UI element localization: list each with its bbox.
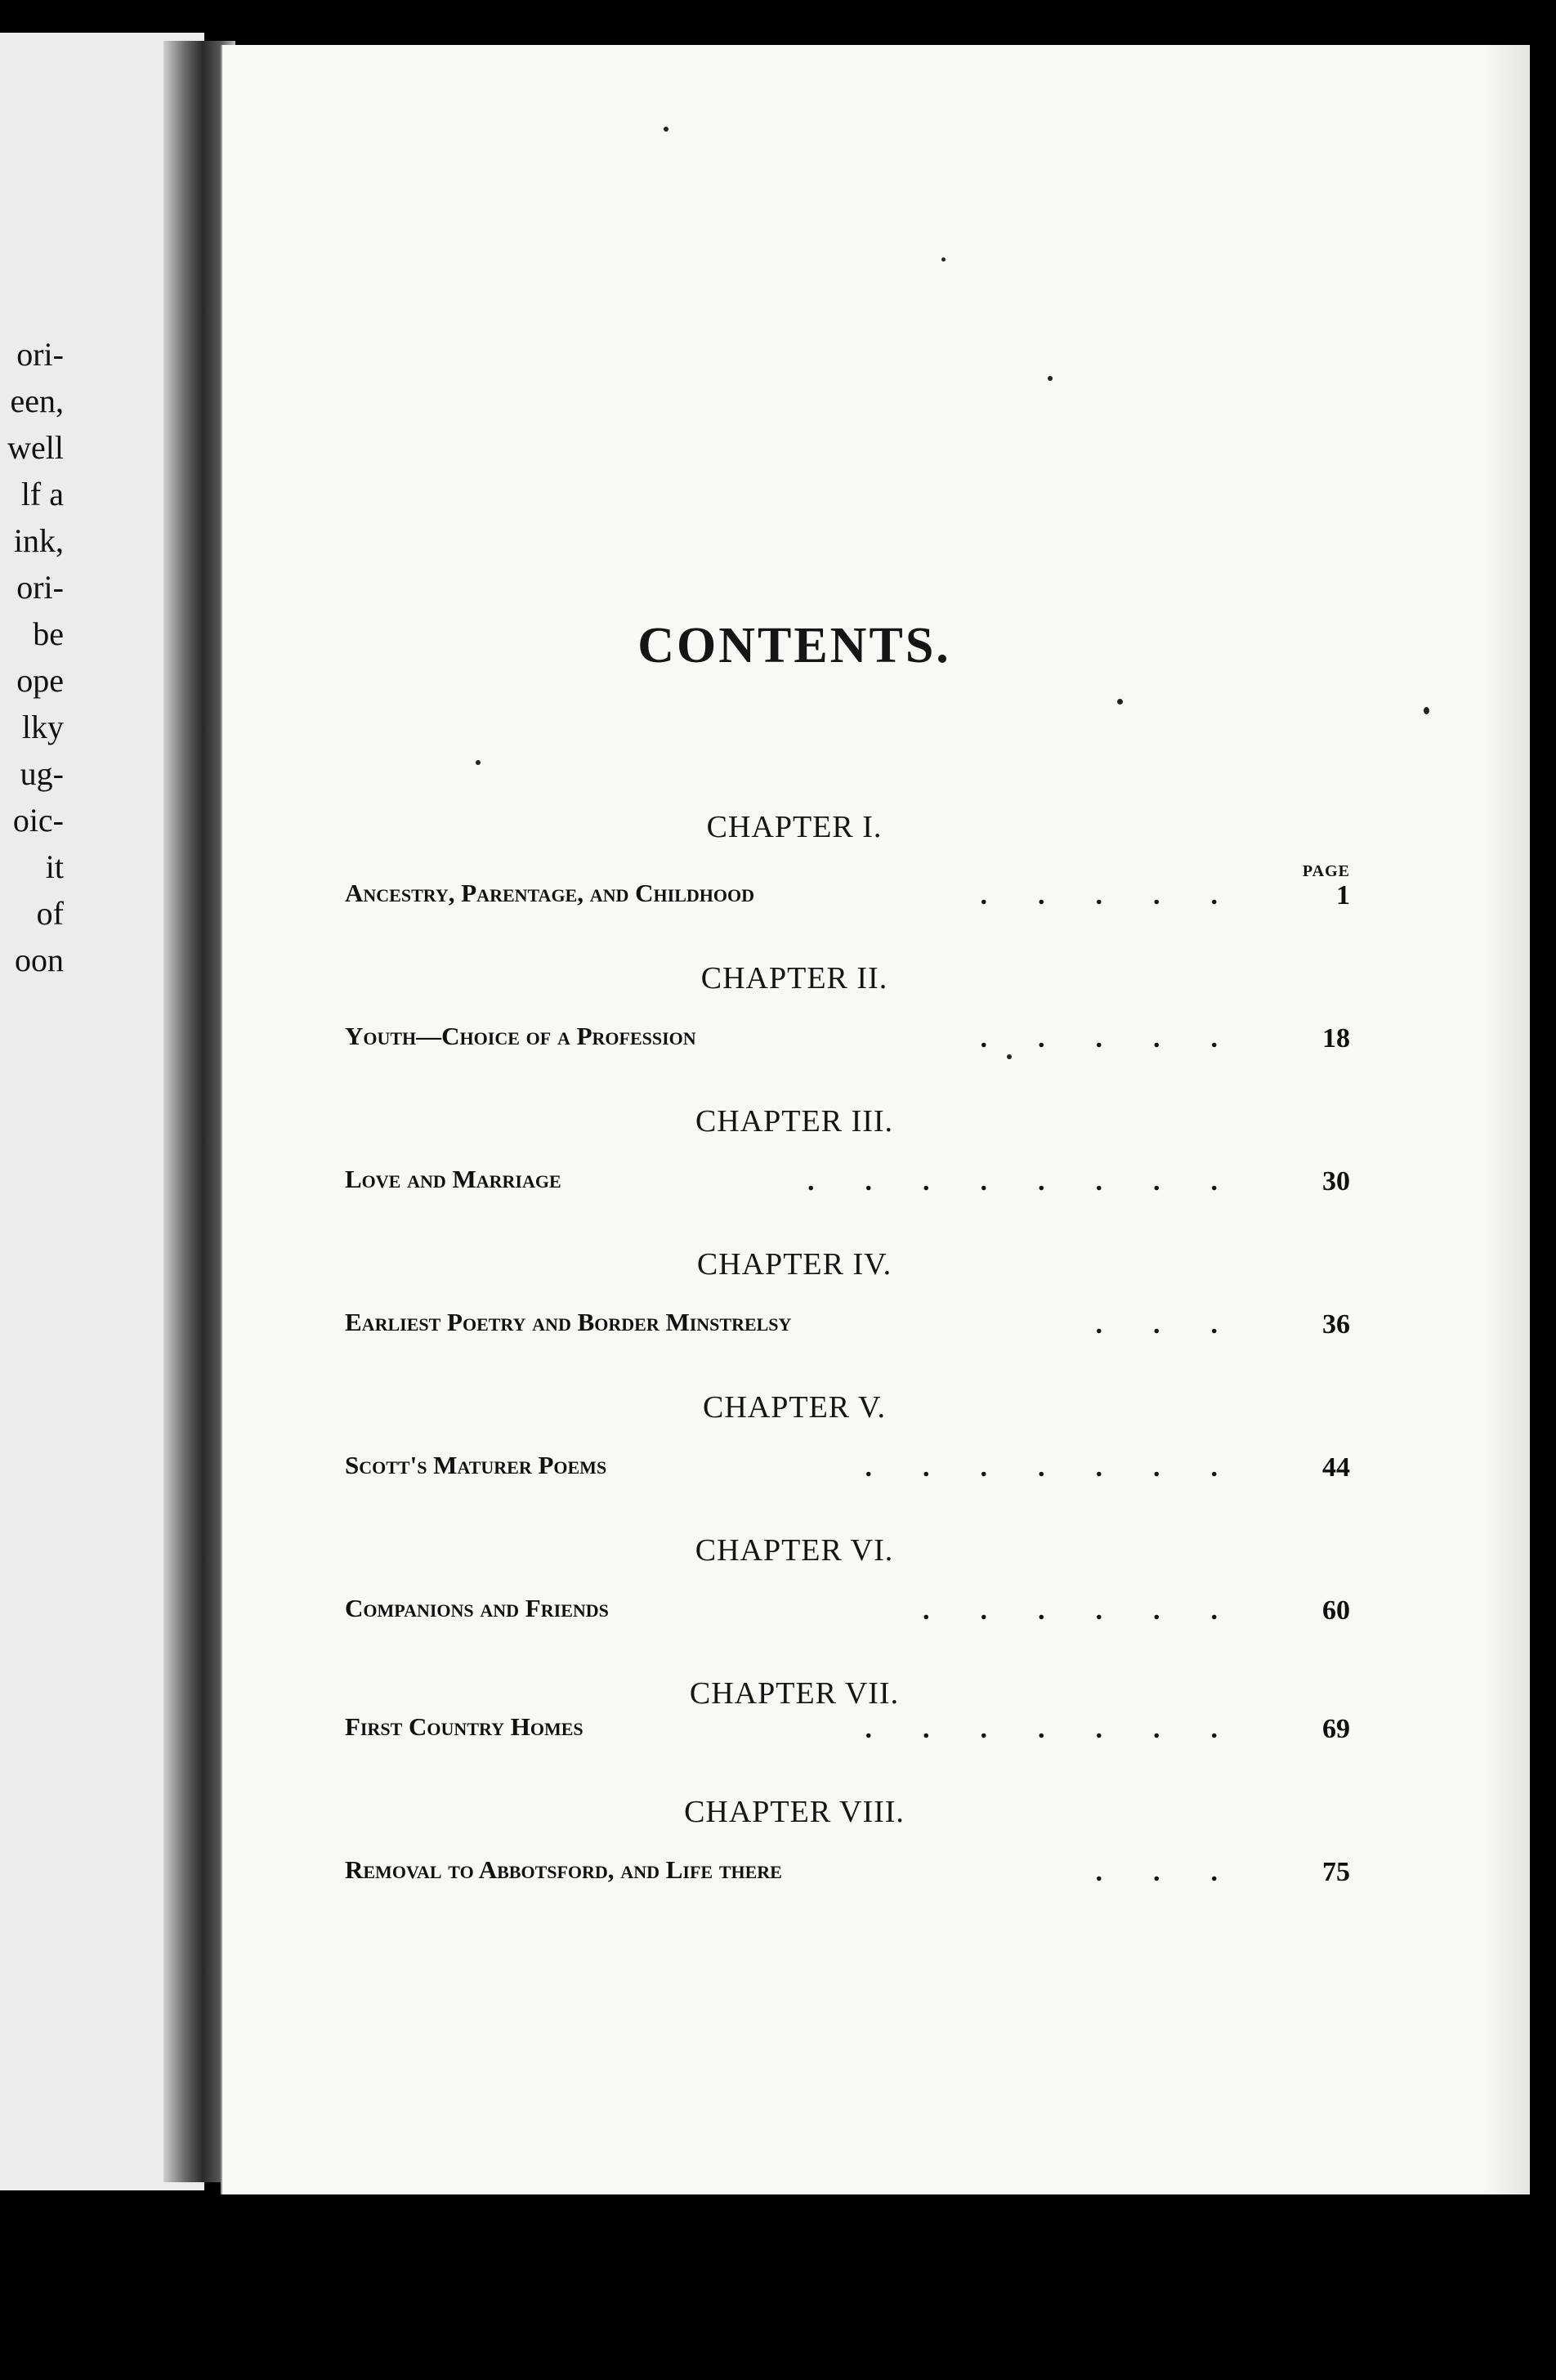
- toc-entry: [345, 879, 1350, 919]
- toc-entry-title: Companions and Friends: [345, 1594, 609, 1622]
- contents-page: [221, 45, 1530, 2194]
- chapter-heading: CHAPTER IV.: [696, 1247, 892, 1282]
- dot-leader: ......: [923, 1595, 1268, 1626]
- toc-entry-page: 18: [1322, 1023, 1350, 1054]
- toc-entry-page: 75: [1322, 1857, 1350, 1887]
- toc-entry-page: 1: [1336, 880, 1350, 910]
- text-fragment: ope: [16, 662, 64, 699]
- page-title: CONTENTS.: [637, 618, 951, 673]
- text-fragment: ori-: [16, 336, 64, 373]
- toc-entry-title: Love and Marriage: [345, 1165, 561, 1193]
- page-column-label: PAGE: [1302, 862, 1350, 880]
- chapter-heading: CHAPTER VII.: [689, 1676, 900, 1711]
- dot-leader: ...: [1095, 1309, 1268, 1340]
- toc-entry: [345, 1451, 1350, 1492]
- text-fragment: lky: [21, 709, 64, 745]
- text-fragment: be: [33, 615, 64, 652]
- dust-speck: [941, 257, 946, 262]
- toc-entry-page: 69: [1322, 1714, 1350, 1744]
- toc-entry-page: 60: [1322, 1595, 1350, 1626]
- toc-entry: [345, 1712, 1350, 1753]
- toc-entry: [345, 1855, 1350, 1896]
- dust-speck: [1048, 376, 1053, 381]
- toc-entry-page: 44: [1322, 1452, 1350, 1483]
- text-fragment: oon: [15, 942, 64, 978]
- toc-entry: [345, 1165, 1350, 1206]
- toc-entry: [345, 1594, 1350, 1635]
- toc-entry-title: First Country Homes: [345, 1712, 584, 1741]
- dot-leader: .......: [865, 1714, 1268, 1744]
- toc-entry-title: Removal to Abbotsford, and Life there: [345, 1855, 782, 1884]
- dot-leader: .....: [980, 880, 1268, 910]
- text-fragment: ori-: [16, 569, 64, 606]
- toc-entry-title: Youth—Choice of a Profession: [345, 1022, 696, 1050]
- dust-speck: [1424, 707, 1429, 714]
- text-fragment: of: [36, 895, 64, 932]
- toc-entry: [345, 1308, 1350, 1349]
- toc-entry-title: Scott's Maturer Poems: [345, 1451, 607, 1479]
- dust-speck: [1117, 699, 1123, 705]
- toc-entry-page: 36: [1322, 1309, 1350, 1340]
- text-fragment: een,: [10, 382, 64, 419]
- chapter-heading: CHAPTER I.: [706, 810, 883, 844]
- dot-leader: .....: [980, 1023, 1268, 1054]
- dust-speck: [476, 760, 481, 765]
- chapter-heading: CHAPTER V.: [703, 1390, 886, 1425]
- page-edge-shadow: [1481, 45, 1530, 2194]
- text-fragment: ink,: [13, 522, 64, 559]
- dot-leader: ........: [807, 1166, 1268, 1197]
- text-fragment: lf a: [20, 476, 64, 512]
- toc-entry: [345, 1022, 1350, 1062]
- facing-page-text-fragments: [0, 331, 64, 983]
- toc-entry-title: Earliest Poetry and Border Minstrelsy: [345, 1308, 792, 1336]
- text-fragment: ug-: [20, 755, 64, 792]
- dot-leader: ...: [1095, 1857, 1268, 1887]
- chapter-heading: CHAPTER II.: [700, 961, 888, 995]
- dust-speck: [664, 127, 668, 132]
- toc-entry-page: 30: [1322, 1166, 1350, 1197]
- chapter-heading: CHAPTER III.: [695, 1104, 894, 1139]
- text-fragment: oic-: [12, 802, 64, 839]
- text-fragment: it: [45, 848, 64, 885]
- chapter-heading: CHAPTER VIII.: [684, 1795, 905, 1829]
- dot-leader: .......: [865, 1452, 1268, 1483]
- text-fragment: well: [7, 429, 64, 466]
- toc-entry-title: Ancestry, Parentage, and Childhood: [345, 879, 754, 907]
- chapter-heading: CHAPTER VI.: [695, 1533, 894, 1568]
